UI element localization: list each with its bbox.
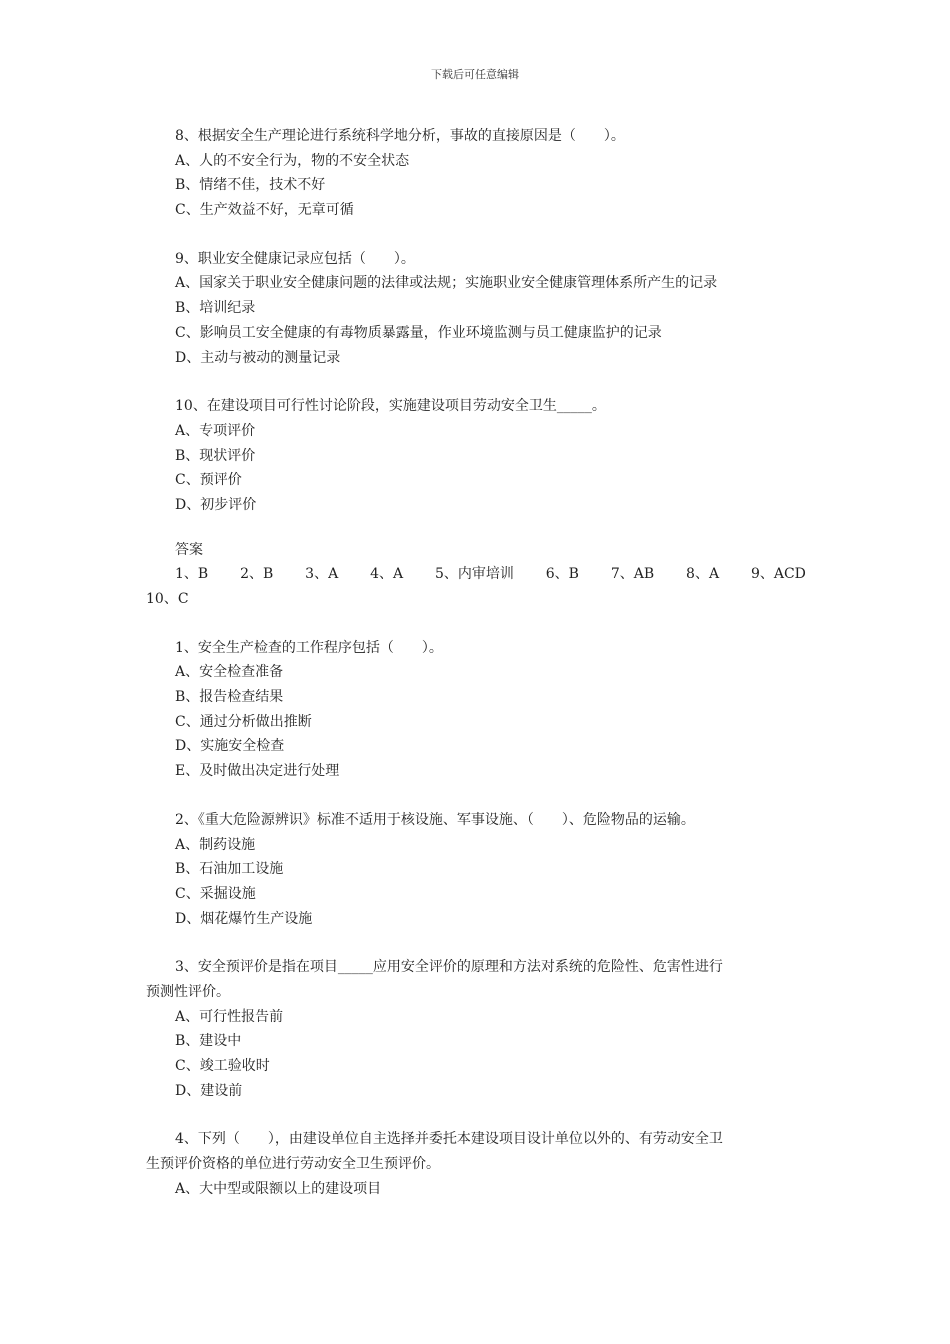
answer-item: 6、B xyxy=(545,566,579,583)
option: C、通过分析做出推断 xyxy=(175,713,312,730)
option: A、大中型或限额以上的建设项目 xyxy=(175,1180,382,1197)
option: B、石油加工设施 xyxy=(175,861,284,878)
option: B、报告检查结果 xyxy=(175,689,284,706)
question-stem-continued: 生预评价资格的单位进行劳动安全卫生预评价。 xyxy=(146,1156,440,1173)
option: C、影响员工安全健康的有毒物质暴露量，作业环境监测与员工健康监护的记录 xyxy=(175,324,662,341)
answer-item: 8、A xyxy=(686,566,720,583)
question-stem: 9、职业安全健康记录应包括（ ）。 xyxy=(175,250,415,267)
option: C、生产效益不好，无章可循 xyxy=(175,202,354,219)
question-stem: 1、安全生产检查的工作程序包括（ ）。 xyxy=(175,639,443,656)
question-stem: 8、根据安全生产理论进行系统科学地分析，事故的直接原因是（ ）。 xyxy=(175,128,625,144)
option: A、可行性报告前 xyxy=(175,1008,284,1025)
answer-item: 9、ACD xyxy=(750,566,806,583)
answer-item: 4、A xyxy=(370,566,404,583)
practice-question-1 xyxy=(146,636,806,784)
question-stem: 4、下列（ ），由建设单位自主选择并委托本建设项目设计单位以外的、有劳动安全卫 xyxy=(175,1131,723,1148)
option: A、国家关于职业安全健康问题的法律或法规；实施职业安全健康管理体系所产生的记录 xyxy=(175,275,718,292)
document-body xyxy=(146,124,806,1201)
option: B、培训纪录 xyxy=(175,300,256,317)
answer-item: 5、内审培训 xyxy=(434,566,514,583)
option: C、预评价 xyxy=(175,472,242,489)
question-stem: 3、安全预评价是指在项目_____应用安全评价的原理和方法对系统的危险性、危害性进行 xyxy=(175,959,723,976)
question-stem-continued: 预测性评价。 xyxy=(146,983,230,1000)
answer-row xyxy=(146,562,806,587)
question-stem: 2、《重大危险源辨识》标准不适用于核设施、军事设施、（ ）、危险物品的运输。 xyxy=(175,811,695,828)
option: B、情绪不佳，技术不好 xyxy=(175,177,326,194)
option: A、人的不安全行为，物的不安全状态 xyxy=(175,152,410,169)
option: B、建设中 xyxy=(175,1033,242,1050)
answer-item: 7、AB xyxy=(610,566,655,583)
answer-key xyxy=(146,538,806,612)
practice-question-2 xyxy=(146,808,806,931)
option: A、安全检查准备 xyxy=(175,664,284,681)
answer-title: 答案 xyxy=(175,541,203,558)
option: D、实施安全检查 xyxy=(175,738,285,755)
option: E、及时做出决定进行处理 xyxy=(175,763,340,780)
option: B、现状评价 xyxy=(175,447,256,464)
practice-question-3 xyxy=(146,955,806,1103)
option: D、主动与被动的测量记录 xyxy=(175,349,341,366)
question-9 xyxy=(146,247,806,370)
question-8 xyxy=(146,124,806,223)
page-header: 下载后可任意编辑 xyxy=(431,68,519,81)
answer-item: 1、B xyxy=(175,566,209,583)
option: D、烟花爆竹生产设施 xyxy=(175,910,313,927)
answer-item: 2、B xyxy=(240,566,274,583)
option: D、建设前 xyxy=(175,1082,243,1099)
option: D、初步评价 xyxy=(175,496,257,513)
answer-item: 3、A xyxy=(305,566,339,583)
question-10 xyxy=(146,394,806,517)
option: A、制药设施 xyxy=(175,836,256,853)
practice-question-4 xyxy=(146,1127,806,1201)
answer-item: 10、C xyxy=(146,591,189,607)
option: A、专项评价 xyxy=(175,422,256,439)
option: C、竣工验收时 xyxy=(175,1058,270,1074)
option: C、采掘设施 xyxy=(175,885,256,902)
question-stem: 10、在建设项目可行性讨论阶段，实施建设项目劳动安全卫生_____。 xyxy=(175,398,606,415)
